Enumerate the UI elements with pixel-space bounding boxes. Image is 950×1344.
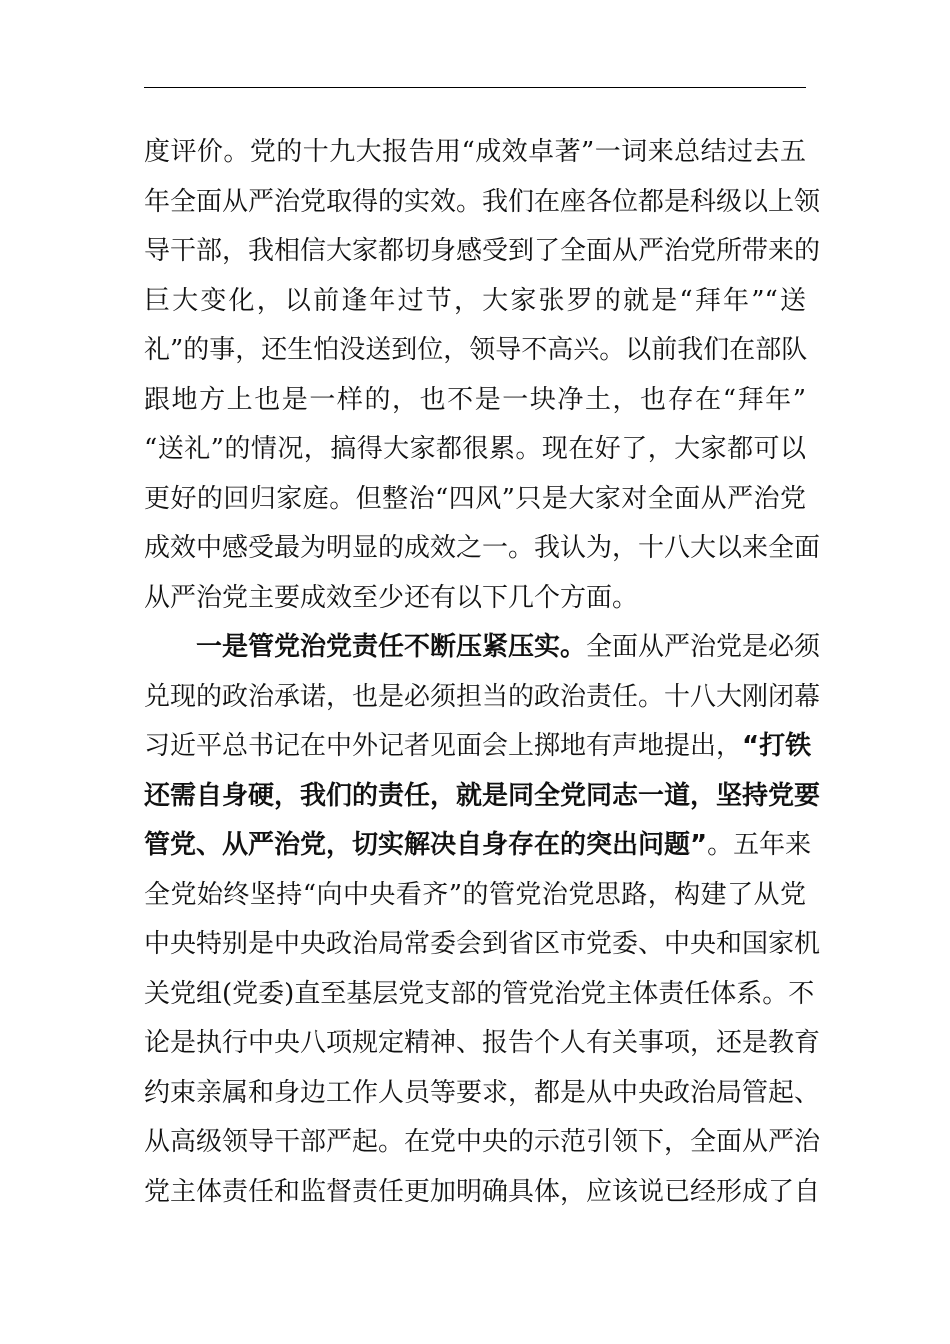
text-segment: 兑现的政治承诺，也是必须担当的政治责任。十八大刚闭幕	[144, 681, 821, 712]
text-line	[144, 128, 806, 178]
text-line	[144, 623, 821, 673]
text-line	[144, 970, 815, 1020]
text-segment: 全面从严治党是必须	[586, 632, 821, 662]
text-line	[144, 920, 821, 970]
bold-text-segment: “打铁	[742, 731, 812, 761]
text-segment: 中央特别是中央政治局常委会到省区市党委、中央和国家机	[144, 929, 821, 959]
text-segment: “送礼”的情况，搞得大家都很累。现在好了，大家都可以	[144, 434, 806, 464]
bold-text-segment: 一是管党治党责任不断压紧压实。	[196, 632, 587, 662]
header-rule	[144, 87, 806, 88]
text-line	[144, 326, 806, 376]
text-line	[144, 673, 821, 723]
text-segment: 礼”的事，还生怕没送到位，领导不高兴。以前我们在部队	[144, 335, 808, 365]
body-text	[144, 128, 821, 1217]
text-line	[144, 475, 806, 525]
text-line	[144, 1168, 821, 1218]
text-segment: 从高级领导干部严起。在党中央的示范引领下，全面从严治	[144, 1127, 821, 1157]
text-segment: 巨大变化，以前逢年过节，大家张罗的就是“拜年”“送	[144, 285, 806, 316]
text-segment: 关党组(党委)直至基层党支部的管党治党主体责任体系。不	[144, 978, 815, 1009]
text-line	[144, 277, 806, 327]
bold-text-segment: 还需自身硬，我们的责任，就是同全党同志一道，坚持党要	[144, 780, 821, 811]
text-line	[144, 1118, 821, 1168]
text-segment: 习近平总书记在中外记者见面会上掷地有声地提出，	[144, 731, 743, 761]
text-segment: 度评价。党的十九大报告用“成效卓著”一词来总结过去五	[144, 137, 806, 167]
text-segment: 论是执行中央八项规定精神、报告个人有关事项，还是教育	[144, 1028, 821, 1058]
text-segment: 跟地方上也是一样的，也不是一块净土，也存在“拜年”	[144, 384, 806, 415]
text-line	[144, 1019, 821, 1069]
text-line	[144, 376, 806, 426]
text-segment: 更好的回归家庭。但整治“四风”只是大家对全面从严治党	[144, 483, 806, 514]
text-line	[144, 871, 806, 921]
text-line	[144, 524, 821, 574]
text-segment: 约束亲属和身边工作人员等要求，都是从中央政治局管起、	[144, 1077, 821, 1108]
text-segment: 成效中感受最为明显的成效之一。我认为，十八大以来全面	[144, 533, 821, 563]
bold-text-segment: 管党、从严治党，切实解决自身存在的突出问题”	[144, 830, 708, 860]
text-line	[144, 722, 812, 772]
text-segment: 从严治党主要成效至少还有以下几个方面。	[144, 582, 639, 613]
text-line	[144, 1069, 821, 1119]
text-line	[144, 772, 821, 822]
text-line	[144, 821, 812, 871]
text-segment: 。五年来	[707, 830, 812, 860]
text-line	[144, 574, 806, 624]
text-segment: 全党始终坚持“向中央看齐”的管党治党思路，构建了从党	[144, 879, 806, 910]
text-segment: 年全面从严治党取得的实效。我们在座各位都是科级以上领	[144, 186, 821, 217]
text-segment: 党主体责任和监督责任更加明确具体，应该说已经形成了自	[144, 1176, 821, 1207]
text-line	[144, 227, 821, 277]
text-line	[144, 425, 806, 475]
text-segment: 导干部，我相信大家都切身感受到了全面从严治党所带来的	[144, 236, 821, 266]
text-line	[144, 178, 821, 228]
